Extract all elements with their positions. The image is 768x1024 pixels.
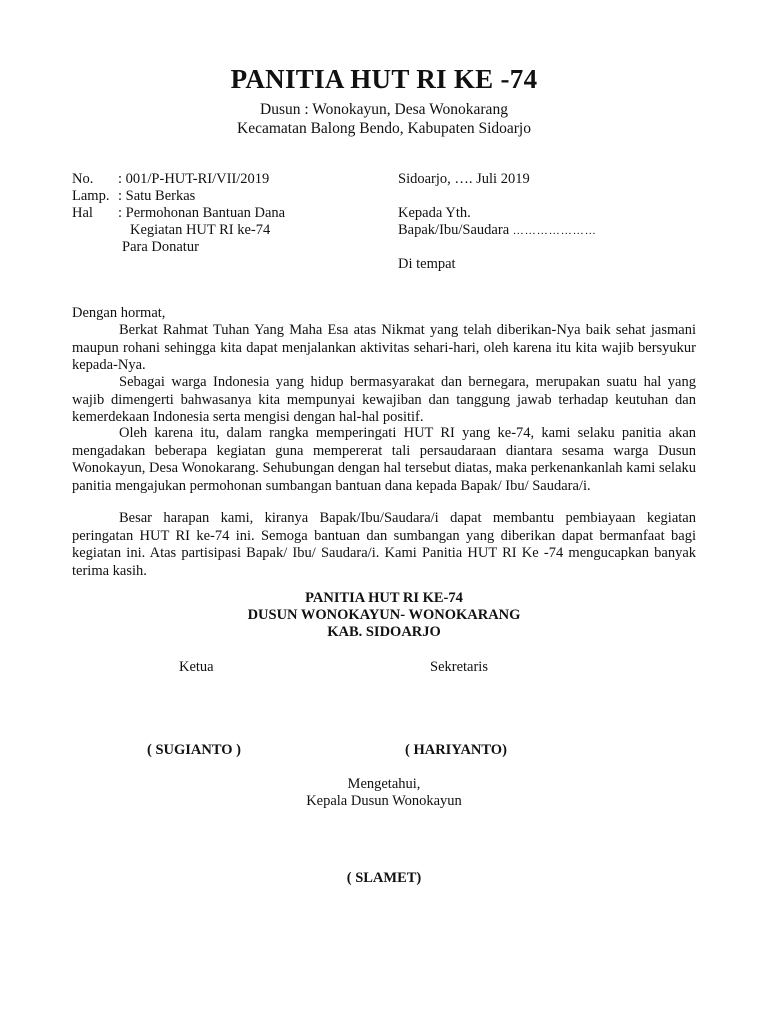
paragraph-4: Besar harapan kami, kiranya Bapak/Ibu/Saudara/i dapat membantu pembiayaan kegiatan peringatan HUT RI ke-74 ini. Semoga bantuan dan sumbangan yang diberikan dapat bermanfaat bagi kegiatan ini. Atas partisipasi Bapak/ Ibu/ Saudara/i. Kami Panitia HUT RI Ke -74 mengucapkan banyak terima kasih. xyxy=(72,510,696,579)
recipient-line xyxy=(398,222,597,239)
lamp-label: Lamp. xyxy=(72,188,110,204)
hal-value-line-3: Para Donatur xyxy=(122,239,199,255)
hal-label: Hal xyxy=(72,205,93,221)
no-value: : 001/P-HUT-RI/VII/2019 xyxy=(118,171,270,187)
address-line-1: Dusun : Wonokayun, Desa Wonokarang xyxy=(260,101,508,118)
paragraph-2: Sebagai warga Indonesia yang hidup bermasyarakat dan bernegara, merupakan suatu hal yang wajib dimengerti bahwasanya kita mempunyai kewajiban dan tanggung jawab terhadap keutuhan dan kemerdekaan Indonesia serta mengisi dengan hal-hal positif. xyxy=(72,374,696,426)
letter-date xyxy=(398,171,530,188)
date-prefix: Sidoarjo, xyxy=(398,171,451,187)
org-line-3: KAB. SIDOARJO xyxy=(327,624,441,640)
letter-title: PANITIA HUT RI KE -74 xyxy=(230,64,538,94)
to-label: Kepada Yth. xyxy=(398,205,471,221)
secretary-name: ( HARIYANTO) xyxy=(405,742,507,758)
recipient: Bapak/Ibu/Saudara xyxy=(398,222,510,238)
org-line-1: PANITIA HUT RI KE-74 xyxy=(305,590,463,606)
acknowledged-label: Mengetahui, xyxy=(347,776,421,792)
chair-name: ( SUGIANTO ) xyxy=(147,742,241,758)
chair-role: Ketua xyxy=(179,659,214,675)
village-head-title: Kepala Dusun Wonokayun xyxy=(306,793,462,809)
paragraph-1: Berkat Rahmat Tuhan Yang Maha Esa atas Nikmat yang telah diberikan-Nya baik sehat jasmani maupun rohani sehingga kita dapat menjalankan aktivitas sehari-hari, oleh karena itu kita wajib bersyukur kepada-Nya. xyxy=(72,322,696,374)
hal-value-line-1: : Permohonan Bantuan Dana xyxy=(118,205,286,221)
greeting: Dengan hormat, xyxy=(72,305,166,321)
place: Di tempat xyxy=(398,256,456,272)
secretary-role: Sekretaris xyxy=(430,659,488,675)
address-line-2: Kecamatan Balong Bendo, Kabupaten Sidoarjo xyxy=(237,120,531,137)
date-suffix: Juli 2019 xyxy=(476,171,530,187)
hal-value-line-2: Kegiatan HUT RI ke-74 xyxy=(130,222,271,238)
recipient-dots: ………………… xyxy=(512,225,597,237)
date-dots: …. xyxy=(454,171,473,187)
no-label: No. xyxy=(72,171,94,187)
lamp-value: : Satu Berkas xyxy=(118,188,196,204)
village-head-name: ( SLAMET) xyxy=(346,870,422,886)
org-line-2: DUSUN WONOKAYUN- WONOKARANG xyxy=(247,607,521,623)
paragraph-3: Oleh karena itu, dalam rangka memperingati HUT RI yang ke-74, kami selaku panitia akan mengadakan beberapa kegiatan guna mempererat tali persaudaraan diantara sesama warga Dusun Wonokayun, Desa Wonokarang. Sehubungan dengan hal tersebut diatas, maka perkenankanlah kami selaku panitia mengajukan permohonan sumbangan bantuan dana kepada Bapak/ Ibu/ Saudara/i. xyxy=(72,425,696,494)
